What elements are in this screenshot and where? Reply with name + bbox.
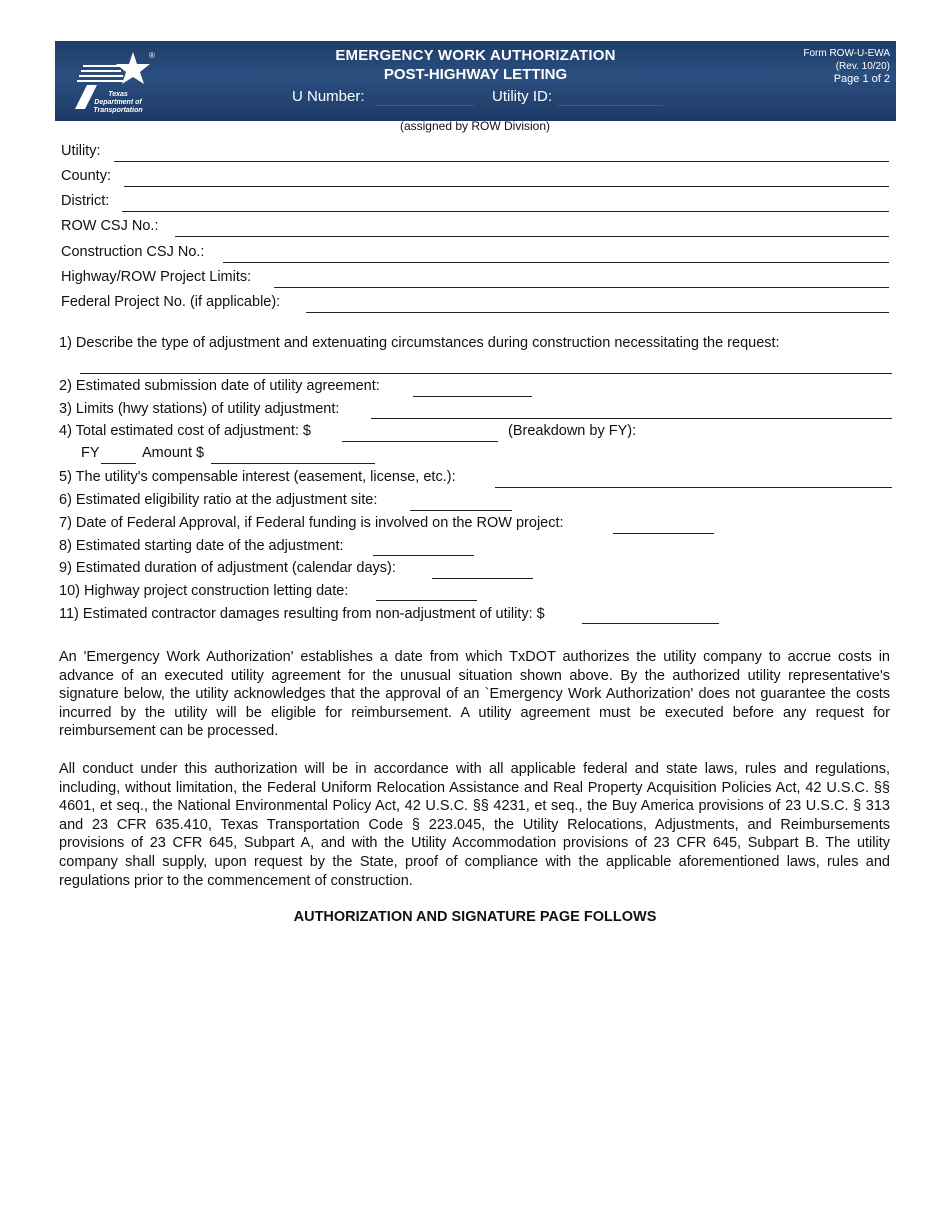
question-6: 6) Estimated eligibility ratio at the adjustment site: <box>59 492 378 508</box>
question-7: 7) Date of Federal Approval, if Federal funding is involved on the ROW project: <box>59 515 564 531</box>
field-label: Federal Project No. (if applicable): <box>61 294 281 310</box>
form-revision: (Rev. 10/20) <box>835 61 890 72</box>
question-9-input[interactable] <box>432 578 533 579</box>
assigned-note: (assigned by ROW Division) <box>399 119 551 133</box>
utility-id-field[interactable] <box>557 105 663 106</box>
logo-text: Texas Department of Transportation <box>93 91 143 114</box>
question-10: 10) Highway project construction letting date: <box>59 583 349 599</box>
form-meta <box>803 47 890 86</box>
field-label: County: <box>61 168 111 184</box>
question-8: 8) Estimated starting date of the adjustment: <box>59 538 344 554</box>
registered-mark: ® <box>149 51 155 60</box>
field-label: District: <box>61 193 110 209</box>
page-number: Page 1 of 2 <box>833 73 890 85</box>
u-number-label: U Number: <box>292 88 365 105</box>
field-label: Construction CSJ No.: <box>61 244 205 260</box>
county-input[interactable] <box>124 186 889 187</box>
district-input[interactable] <box>122 211 889 212</box>
form-title: EMERGENCY WORK AUTHORIZATION <box>335 47 616 64</box>
paragraph-conduct: All conduct under this authorization will be in accordance with all applicable federal and state laws, rules and regulations, including, without limitation, the Federal Uniform Relocation Assistance and Real Property Acquisition Policies Act, 42 U.S.C. §§ 4601, et seq., the National Environmental Policy Act, 42 U.S.C. §§ 4231, et seq., the Buy America provisions of 23 U.S.C. § 313 and 23 CFR 635.410, Texas Transportation Code § 223.045, the Utility Relocations, Adjustments, and Reimbursements provisions of 23 CFR 645, Subpart A, and with the Utility Accommodation provisions of 23 CFR 645, Subpart B. The utility company shall supply, upon request by the State, proof of compliance with the applicable aforementioned laws, rules and regulations prior to the commencement of construction. <box>59 761 890 889</box>
question-3: 3) Limits (hwy stations) of utility adjustment: <box>59 401 340 417</box>
question-4-fy-input[interactable] <box>101 463 136 464</box>
u-number-field[interactable] <box>375 105 475 106</box>
field-label: Highway/ROW Project Limits: <box>61 269 252 285</box>
question-3-input[interactable] <box>371 418 892 419</box>
question-1-input[interactable] <box>80 373 892 374</box>
question-10-input[interactable] <box>376 600 477 601</box>
question-4-fy-label: FY <box>81 445 100 461</box>
form-id: Form ROW-U-EWA <box>803 48 890 59</box>
question-5-input[interactable] <box>495 487 892 488</box>
federal-project-input[interactable] <box>306 312 889 313</box>
construction-csj-input[interactable] <box>223 262 889 263</box>
utility-id-label: Utility ID: <box>492 88 552 105</box>
form-subtitle: POST-HIGHWAY LETTING <box>383 66 568 83</box>
field-label: Utility: <box>61 143 101 159</box>
question-4: 4) Total estimated cost of adjustment: $ <box>59 423 312 439</box>
question-4-breakdown: (Breakdown by FY): <box>508 423 637 439</box>
question-2-input[interactable] <box>413 396 532 397</box>
question-5: 5) The utility's compensable interest (easement, license, etc.): <box>59 469 456 485</box>
row-csj-input[interactable] <box>175 236 889 237</box>
question-8-input[interactable] <box>373 555 474 556</box>
question-2: 2) Estimated submission date of utility agreement: <box>59 378 380 394</box>
header-banner <box>55 41 896 121</box>
paragraph-emergency-work: An 'Emergency Work Authorization' establishes a date from which TxDOT authorizes the utility company to accrue costs in advance of an executed utility agreement for the unusual situation shown above. By the authorized utility representative's signature below, the utility acknowledges that the approval of an `Emergency Work Authorization' does not guarantee the costs incurred by the utility will be eligible for reimbursement. A utility agreement must be executed before any request for reimbursement can be processed. <box>59 649 890 740</box>
project-limits-input[interactable] <box>274 287 889 288</box>
question-6-input[interactable] <box>410 510 512 511</box>
utility-input[interactable] <box>114 161 889 162</box>
signature-page-follows: AUTHORIZATION AND SIGNATURE PAGE FOLLOWS <box>293 909 657 925</box>
field-label: ROW CSJ No.: <box>61 218 159 234</box>
question-4-amount-input[interactable] <box>211 463 375 464</box>
question-4-amount-label: Amount $ <box>142 445 205 461</box>
question-1: 1) Describe the type of adjustment and extenuating circumstances during construction necessitating the request: <box>59 335 780 351</box>
question-9: 9) Estimated duration of adjustment (calendar days): <box>59 560 396 576</box>
question-11: 11) Estimated contractor damages resulting from non-adjustment of utility: $ <box>59 606 545 622</box>
question-11-input[interactable] <box>582 623 719 624</box>
question-7-input[interactable] <box>613 533 714 534</box>
question-4-cost-input[interactable] <box>342 441 498 442</box>
